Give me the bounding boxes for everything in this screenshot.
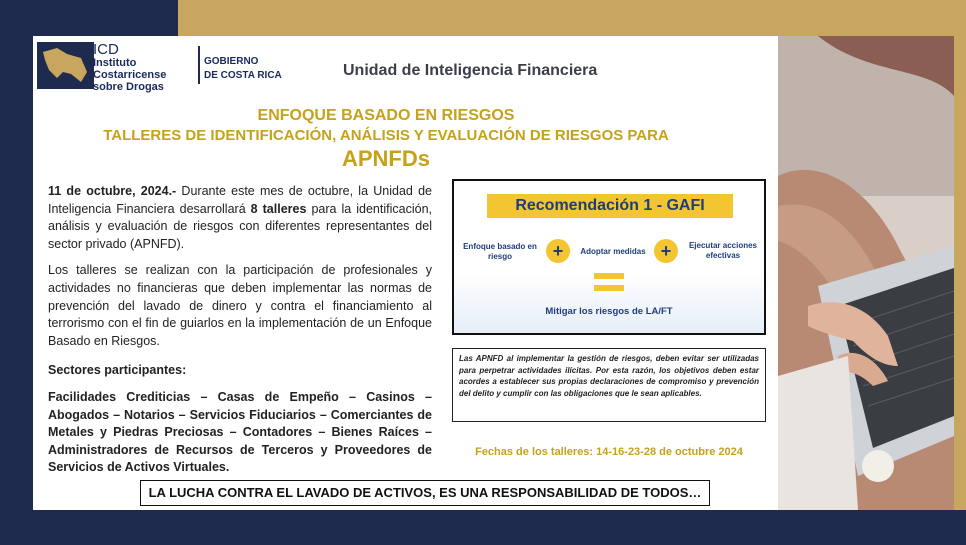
gov-line-1: GOBIERNO <box>204 56 259 67</box>
rec-item-enfoque: Enfoque basado en riesgo <box>463 242 537 261</box>
costa-rica-map-icon <box>37 42 94 89</box>
gov-logo-text <box>204 55 282 83</box>
sectores-list: Facilidades Crediticias – Casas de Empeño – Casinos – Abogados – Notarios – Servicios Fiduciarios – Comerciantes de Metales y Piedras Preciosas – Contadores – Bienes Raíces – Administradores de Recursos de Terceros y Proveedores de Servicios de Activos Virtuales. <box>48 390 432 475</box>
title-line-1: ENFOQUE BASADO EN RIESGOS <box>257 107 515 124</box>
laptop-photo <box>778 36 954 510</box>
logo-line-1: Instituto <box>93 57 137 69</box>
paragraph-1 <box>48 183 432 253</box>
sectores-title: Sectores participantes: <box>48 363 187 377</box>
bottom-banner: LA LUCHA CONTRA EL LAVADO DE ACTIVOS, ES UNA RESPONSABILIDAD DE TODOS… <box>140 480 710 506</box>
rec-item-adoptar: Adoptar medidas <box>580 247 646 256</box>
note-box: Las APNFD al implementar la gestión de riesgos, deben evitar ser utilizadas para perpetrar actividades ilícitas. Por esta razón, los objetivos deben estar acordes a establecer sus propias declaraciones de compromiso y prevención del delito y cumplir con las obligaciones que le sean aplicables. <box>452 348 766 422</box>
logo-line-2: Costarricense <box>93 69 167 81</box>
logo-title: ICD <box>93 41 119 58</box>
icd-logo <box>37 42 94 89</box>
rec-item-ejecutar: Ejecutar acciones efectivas <box>688 241 758 260</box>
logo-line-3: sobre Drogas <box>93 81 164 93</box>
talleres-count: 8 talleres <box>250 201 307 216</box>
paragraph-2: Los talleres se realizan con la participación de profesionales y actividades no financieras que deben implementar las normas de prevención del lavado de dinero y contra el financiamiento al terrorismo con el fin de guiarlos en la implementación de un Enfoque Basado en Riesgos. <box>48 263 432 348</box>
paragraph-1-part-b: para la identificación, análisis y evaluación de riesgos con diferentes representantes del sector privado (APNFD). <box>48 201 432 251</box>
body-text <box>48 183 432 359</box>
equals-icon <box>594 273 624 291</box>
news-date: 11 de octubre, 2024.- <box>48 184 177 198</box>
paragraph-1-part-a: Durante este mes de octubre, la Unidad de Inteligencia Financiera desarrollará <box>48 184 432 216</box>
unit-title: Unidad de Inteligencia Financiera <box>343 62 598 79</box>
title-line-3: APNFDs <box>341 146 430 171</box>
fechas-talleres: Fechas de los talleres: 14-16-23-28 de octubre 2024 <box>475 446 743 458</box>
title-line-2: TALLERES DE IDENTIFICACIÓN, ANÁLISIS Y EVALUACIÓN DE RIESGOS PARA <box>103 127 669 144</box>
recomendacion-title: Recomendación 1 - GAFI <box>487 194 733 218</box>
rec-result: Mitigar los riesgos de LA/FT <box>545 306 673 317</box>
gov-divider <box>198 46 200 84</box>
laptop-photo-illustration <box>778 36 954 510</box>
plus-icon: + <box>546 239 570 263</box>
background-navy-bottom <box>0 510 966 545</box>
gov-line-2: DE COSTA RICA <box>204 70 282 81</box>
icd-logo-text <box>93 42 166 93</box>
plus-icon: + <box>654 239 678 263</box>
